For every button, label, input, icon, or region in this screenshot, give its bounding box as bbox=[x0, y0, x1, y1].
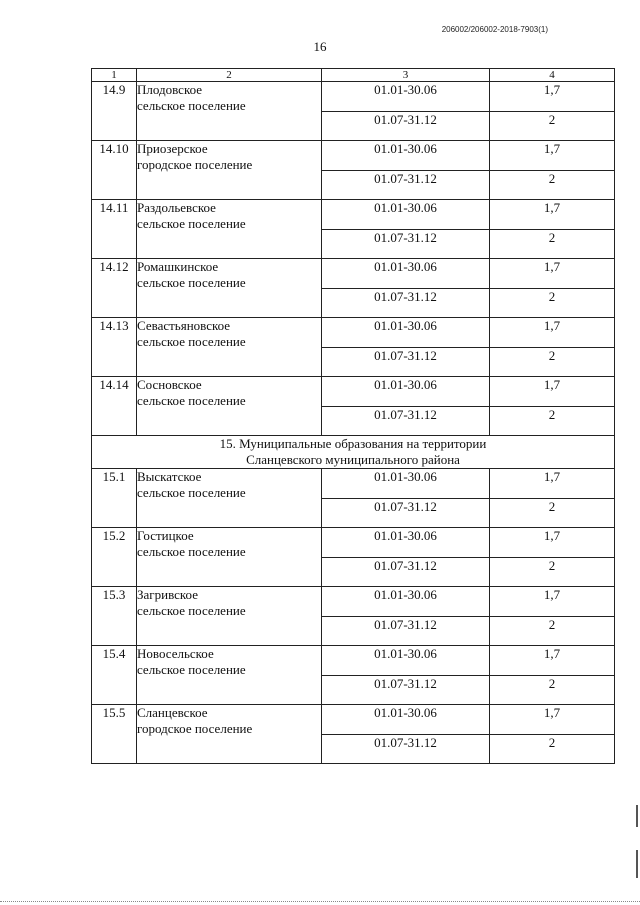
municipality-name-line-1: Гостицкое bbox=[137, 528, 194, 543]
municipality-name bbox=[137, 528, 322, 587]
value-cell: 2 bbox=[490, 289, 615, 318]
value-cell: 2 bbox=[490, 348, 615, 377]
col-header-3: 3 bbox=[322, 69, 490, 82]
table-row bbox=[92, 528, 615, 558]
value-cell: 2 bbox=[490, 171, 615, 200]
table-row bbox=[92, 646, 615, 676]
value-cell: 1,7 bbox=[490, 141, 615, 171]
table-body-district-15 bbox=[92, 469, 615, 764]
table-header-row bbox=[92, 69, 615, 82]
municipality-name-line-1: Приозерское bbox=[137, 141, 208, 156]
section-heading bbox=[92, 436, 615, 469]
value-cell: 2 bbox=[490, 735, 615, 764]
municipality-name bbox=[137, 587, 322, 646]
municipality-name-line-1: Ромашкинское bbox=[137, 259, 219, 274]
value-cell: 2 bbox=[490, 230, 615, 259]
municipality-name bbox=[137, 646, 322, 705]
value-cell: 1,7 bbox=[490, 646, 615, 676]
table-row bbox=[92, 259, 615, 289]
value-cell: 1,7 bbox=[490, 469, 615, 499]
section-heading-line-1: 15. Муниципальные образования на территории bbox=[219, 436, 487, 451]
table-row bbox=[92, 469, 615, 499]
table-row bbox=[92, 705, 615, 735]
municipality-name bbox=[137, 82, 322, 141]
table-row bbox=[92, 82, 615, 112]
period-cell: 01.01-30.06 bbox=[322, 587, 490, 617]
period-cell: 01.07-31.12 bbox=[322, 407, 490, 436]
row-number: 14.12 bbox=[92, 259, 137, 318]
section-heading-line-2: Сланцевского муниципального района bbox=[246, 452, 460, 467]
period-cell: 01.07-31.12 bbox=[322, 617, 490, 646]
value-cell: 1,7 bbox=[490, 200, 615, 230]
value-cell: 2 bbox=[490, 112, 615, 141]
row-number: 15.1 bbox=[92, 469, 137, 528]
period-cell: 01.07-31.12 bbox=[322, 735, 490, 764]
municipality-name-line-2: сельское поселение bbox=[137, 275, 246, 290]
value-cell: 1,7 bbox=[490, 318, 615, 348]
scan-edge-mark bbox=[636, 805, 638, 827]
municipality-name-line-1: Выскатское bbox=[137, 469, 202, 484]
value-cell: 2 bbox=[490, 676, 615, 705]
section-row bbox=[92, 436, 615, 469]
value-cell: 2 bbox=[490, 617, 615, 646]
value-cell: 1,7 bbox=[490, 377, 615, 407]
period-cell: 01.01-30.06 bbox=[322, 377, 490, 407]
municipality-name-line-1: Севастьяновское bbox=[137, 318, 231, 333]
municipality-name-line-1: Сланцевское bbox=[137, 705, 208, 720]
municipality-name-line-2: городское поселение bbox=[137, 721, 253, 736]
municipality-name bbox=[137, 200, 322, 259]
col-header-1: 1 bbox=[92, 69, 137, 82]
municipality-name bbox=[137, 705, 322, 764]
period-cell: 01.01-30.06 bbox=[322, 141, 490, 171]
municipality-name-line-1: Новосельское bbox=[137, 646, 214, 661]
row-number: 15.5 bbox=[92, 705, 137, 764]
value-cell: 1,7 bbox=[490, 528, 615, 558]
document-code: 206002/206002-2018-7903(1) bbox=[441, 25, 548, 34]
municipality-name-line-1: Сосновское bbox=[137, 377, 202, 392]
period-cell: 01.01-30.06 bbox=[322, 646, 490, 676]
municipality-name-line-2: сельское поселение bbox=[137, 334, 246, 349]
value-cell: 1,7 bbox=[490, 259, 615, 289]
period-cell: 01.07-31.12 bbox=[322, 289, 490, 318]
period-cell: 01.01-30.06 bbox=[322, 318, 490, 348]
municipality-name bbox=[137, 259, 322, 318]
municipality-name bbox=[137, 318, 322, 377]
table-row bbox=[92, 318, 615, 348]
municipality-name-line-2: сельское поселение bbox=[137, 485, 246, 500]
municipality-name bbox=[137, 377, 322, 436]
municipality-name bbox=[137, 141, 322, 200]
row-number: 14.14 bbox=[92, 377, 137, 436]
row-number: 15.4 bbox=[92, 646, 137, 705]
period-cell: 01.07-31.12 bbox=[322, 558, 490, 587]
value-cell: 2 bbox=[490, 499, 615, 528]
municipality-name-line-2: сельское поселение bbox=[137, 98, 246, 113]
value-cell: 1,7 bbox=[490, 82, 615, 112]
period-cell: 01.01-30.06 bbox=[322, 200, 490, 230]
municipality-name-line-2: городское поселение bbox=[137, 157, 253, 172]
row-number: 14.11 bbox=[92, 200, 137, 259]
value-cell: 2 bbox=[490, 407, 615, 436]
scan-edge-mark bbox=[636, 850, 638, 878]
value-cell: 1,7 bbox=[490, 587, 615, 617]
period-cell: 01.07-31.12 bbox=[322, 348, 490, 377]
period-cell: 01.01-30.06 bbox=[322, 469, 490, 499]
table-body-district-14 bbox=[92, 82, 615, 436]
period-cell: 01.01-30.06 bbox=[322, 82, 490, 112]
period-cell: 01.07-31.12 bbox=[322, 230, 490, 259]
table-row bbox=[92, 200, 615, 230]
row-number: 14.9 bbox=[92, 82, 137, 141]
table-row bbox=[92, 587, 615, 617]
row-number: 14.13 bbox=[92, 318, 137, 377]
page-number: 16 bbox=[313, 39, 327, 54]
row-number: 15.2 bbox=[92, 528, 137, 587]
scan-bottom-rule bbox=[0, 901, 640, 902]
row-number: 15.3 bbox=[92, 587, 137, 646]
municipality-name-line-2: сельское поселение bbox=[137, 393, 246, 408]
period-cell: 01.01-30.06 bbox=[322, 528, 490, 558]
col-header-4: 4 bbox=[490, 69, 615, 82]
period-cell: 01.07-31.12 bbox=[322, 112, 490, 141]
municipality-name bbox=[137, 469, 322, 528]
period-cell: 01.07-31.12 bbox=[322, 171, 490, 200]
period-cell: 01.01-30.06 bbox=[322, 705, 490, 735]
period-cell: 01.07-31.12 bbox=[322, 676, 490, 705]
municipality-name-line-1: Загривское bbox=[137, 587, 198, 602]
value-cell: 1,7 bbox=[490, 705, 615, 735]
municipality-name-line-2: сельское поселение bbox=[137, 216, 246, 231]
municipality-name-line-2: сельское поселение bbox=[137, 662, 246, 677]
period-cell: 01.01-30.06 bbox=[322, 259, 490, 289]
municipality-name-line-2: сельское поселение bbox=[137, 544, 246, 559]
municipality-name-line-2: сельское поселение bbox=[137, 603, 246, 618]
table-row bbox=[92, 377, 615, 407]
tariff-table bbox=[91, 68, 615, 764]
period-cell: 01.07-31.12 bbox=[322, 499, 490, 528]
col-header-2: 2 bbox=[137, 69, 322, 82]
value-cell: 2 bbox=[490, 558, 615, 587]
municipality-name-line-1: Плодовское bbox=[137, 82, 203, 97]
municipality-name-line-1: Раздольевское bbox=[137, 200, 216, 215]
table-row bbox=[92, 141, 615, 171]
row-number: 14.10 bbox=[92, 141, 137, 200]
